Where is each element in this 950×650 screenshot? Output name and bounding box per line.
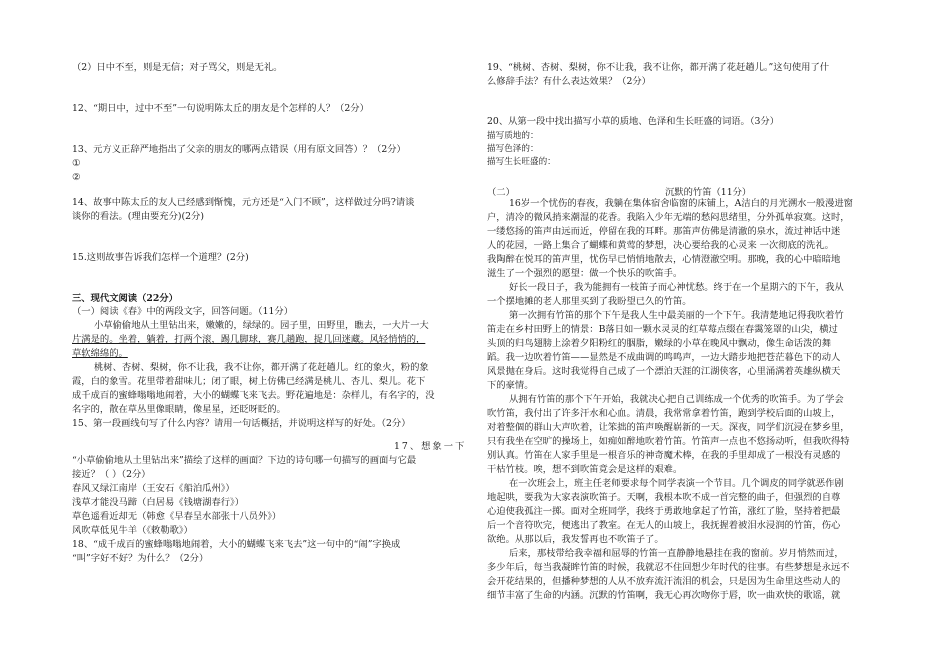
article-line: 第一次拥有竹笛的那个下午是我人生中最美丽的一个下午。我清楚地记得我吹着竹	[509, 310, 844, 321]
passage-2-line-4: 名字的，散在草丛里像眼睛，像星星，还眨呀眨的。	[72, 404, 286, 415]
article-line: 我陶醉在悦耳的笛声里，忧伤早已悄悄地散去，心情澄澈空明。那晚，我的心中暗暗地	[487, 254, 841, 265]
article-line: 会开花结果的，但播种梦想的人从不放弃流汗流泪的机会，只是因为生命里这些动人的	[487, 576, 841, 587]
article-line: 后来，那枝带给我幸福和屈辱的竹笛一直静静地悬挂在我的窗前。岁月悄然而过，	[509, 548, 844, 559]
question-17-number: 17、想象一下	[394, 441, 467, 452]
passage-1-line-3: 草软绵绵的。	[72, 348, 128, 359]
article-line: 地起哄，要我为大家表演吹笛子。天啊，我根本吹不成一首完整的曲子，但强烈的自尊	[487, 492, 841, 503]
question-13: 13、元方义正辞严地指出了父亲的朋友的哪两点错误（用有原文回答）？（2分）	[72, 144, 406, 155]
article-title: 沉默的竹笛（11分）	[665, 187, 752, 198]
question-16: 15、第一段画线句写了什么内容？请用一句话概括，并说明这样写的好处。（2分）	[72, 418, 411, 429]
article-line: 人的花园，一路上集合了蝴蝶和黄莺的梦想，决心要给我的心灵来 一次彻底的洗礼。	[487, 240, 834, 251]
passage-2-line-3: 成千成百的蜜蜂嗡嗡地闹着，大小的蝴蝶飞来飞去。野花遍地是：杂样儿，有名字的，没	[72, 390, 435, 401]
article-line: 头顶的归鸟翅膀上涂着夕阳粉红的胭脂，嫩绿的小草在晚风中飘动，像生命话泼的舞	[487, 338, 831, 349]
article-line: 对着整個的群山大声吹着，让笨拙的笛声唤醒崭新的一天。深夜，同学们沉浸在梦乡里，	[487, 422, 850, 433]
article-line: 滋生了一个强烈的愿望：做一个快乐的吹笛手。	[487, 268, 683, 279]
question-18-line-1: 18、“成千成百的蜜蜂嗡嗡地闹着，大小的蝴蝶飞来飞去”这一句中的“闹”字换成	[72, 539, 401, 550]
article-line: 多少年后，每当我凝眸竹笛的时候，我就忍不住回想少年时代的往事。有些梦想是永远不	[487, 562, 850, 573]
question-17-line-1: “小草偷偷地从土里钻出来”描绘了这样的画面？下边的诗句哪一句描写的画面与它最	[72, 455, 417, 466]
question-20: 20、从第一段中找出描写小草的质地、色泽和生长旺盛的词语。（3分）	[487, 116, 780, 127]
article-line: 16岁一个忧伤的春夜，我躺在集体宿舍临窗的床铺上，A洁白的月光溯水一般漫进窗	[509, 198, 853, 209]
question-17-line-2: 接近？（ ）（2分）	[72, 469, 151, 480]
article-line: 后一个音符吹完，便逃出了教室。在无人的山坡上，我抚握着被泪水浸润的竹笛，伤心	[487, 520, 841, 531]
answer-color-label: 描写色泽的：	[487, 144, 539, 154]
question-19-line-2: 么修辞手法？有什么表达效果？（2分）	[487, 76, 651, 87]
question-19-line-1: 19、“桃树、杏树、梨树，你不让我，我不让你，都开满了花赶趟儿。”这句使用了什	[487, 62, 830, 73]
article-line: 一缕悠扬的笛声由远而近，停留在我的耳畔。那笛声仿佛是清澈的泉水，流过神话中迷	[487, 226, 841, 237]
article-line: 从拥有竹笛的那个下午开始，我就决心把自己训练成一个优秀的吹笛手。为了学会	[509, 394, 844, 405]
q11-item-2: （2）日中不至，则是无信；对子骂父，则是无礼。	[72, 62, 283, 73]
question-14-line-1: 14、故事中陈太丘的友人已经感到惭愧，元方还是“入门不顾”，这样做过分吗?请谈	[72, 197, 415, 208]
subsection-1-intro: （一）阅读《春》中的两段文字，回答问题。（11分）	[72, 306, 294, 317]
article-line: 好长一段日子，我为能拥有一枝笛子而心神忧愁。终于在一个星期六的下午，我从	[509, 282, 844, 293]
poem-option-1: 春风又绿江南岸（王安石《船泊瓜州》）	[72, 483, 235, 494]
question-15: 15.这则故事告诉我们怎样一个道理？(2分)	[72, 252, 249, 263]
article-line: 一个摆地摊的老人那里买到了我盼望已久的竹笛。	[487, 296, 692, 307]
article-line: 笛走在乡村田野上的情景：B落日如一颗水灵灵的红草莓点缀在春霭笼罩的山尖，横过	[487, 324, 838, 335]
article-line: 下的豪情。	[487, 380, 534, 391]
subsection-2-label: （二）	[487, 187, 515, 198]
article-line: 干枯竹枝。唉，想不到吹笛竟会是这样的艰难。	[487, 464, 683, 475]
article-line: 欲绝。从那以后，我发誓再也不吹笛子了。	[487, 534, 664, 545]
article-line: 心迫使我孤注一掷。面对全班同学，我终于勇敢地拿起了竹笛，涨红了脸，坚持着把最	[487, 506, 841, 517]
section-3-heading: 三、现代文阅读（22分）	[72, 293, 178, 304]
article-line: 户，清冷的微风捎来潮湿的花香。我陷入少年无端的愁闷思绪里，分外孤单寂寞。这时，	[487, 212, 850, 223]
question-12: 12、“期日中，过中不至”一句说明陈太丘的朋友是个怎样的人？（2分）	[72, 103, 369, 114]
passage-1-line-1: 小草偷偷地从土里钻出来，嫩嫩的，绿绿的。园子里，田野里，瞧去，一大片一大	[94, 320, 429, 331]
article-line: 蹈。我一边吹着竹笛——显然是不成曲调的鸣鸣声，一边大踏步地把苍茫暮色下的动人	[487, 352, 841, 363]
passage-2-line-1: 桃树、杏树、梨树，你不让我，我不让你，都开满了花赶趟儿。红的象火，粉的象	[94, 362, 429, 373]
answer-texture-label: 描写质地的：	[487, 131, 539, 141]
poem-option-4: 风吹草低见牛羊（《敕勒歌》）	[72, 525, 193, 536]
article-line: 在一次班会上，班主任老师要求每个同学表演一个节目。几个调皮的同学就恶作剧	[509, 478, 844, 489]
passage-1-line-2: 片满是的。坐着，躺着，打两个滚，踢几脚球，赛几趟跑，捉几回迷藏。风轻悄悄的，	[72, 334, 426, 345]
answer-growth-label: 描写生长旺盛的：	[487, 157, 556, 167]
question-14-line-2: 谈你的看法。(理由要充分)(2分)	[72, 211, 204, 222]
poem-option-3: 草色遥看近却无（韩愈《早春呈水部张十八员外》）	[72, 511, 282, 522]
answer-marker-2: ②	[72, 172, 81, 183]
article-line: 细节丰富了生命的内涵。沉默的竹笛啊，我无心再次吻你于唇，吹一曲欢快的歌谣，就	[487, 590, 841, 601]
answer-marker-1: ①	[72, 158, 81, 169]
passage-2-line-2: 霞，白的象雪。花里带着甜味儿；闭了眼，树上仿佛已经满是桃儿、杏儿、梨儿。花下	[72, 376, 426, 387]
question-18-line-2: “叫”字好不好？为什么？（2分）	[72, 553, 209, 564]
article-line: 吹竹笛，我付出了许多汗水和心血。清晨，我常常拿着竹笛，跑到学校后面的山坡上，	[487, 408, 841, 419]
article-line: 别认真。竹笛在人家手里是一根音乐的神奇魔术棒，在我的手里却成了一根没有灵感的	[487, 450, 841, 461]
article-line: 风景抛在身后。这时我觉得自己成了一个漂泊天涯的江湖侠客，心里涌满着英雄纵横天	[487, 366, 841, 377]
poem-option-2: 浅草才能没马蹄（白居易《钱塘湖春行》）	[72, 497, 244, 508]
article-line: 只有我坐在空旷的操场上，如痴如醉地吹着竹笛。竹笛声一点也不悠扬动听，但我吹得特	[487, 436, 850, 447]
